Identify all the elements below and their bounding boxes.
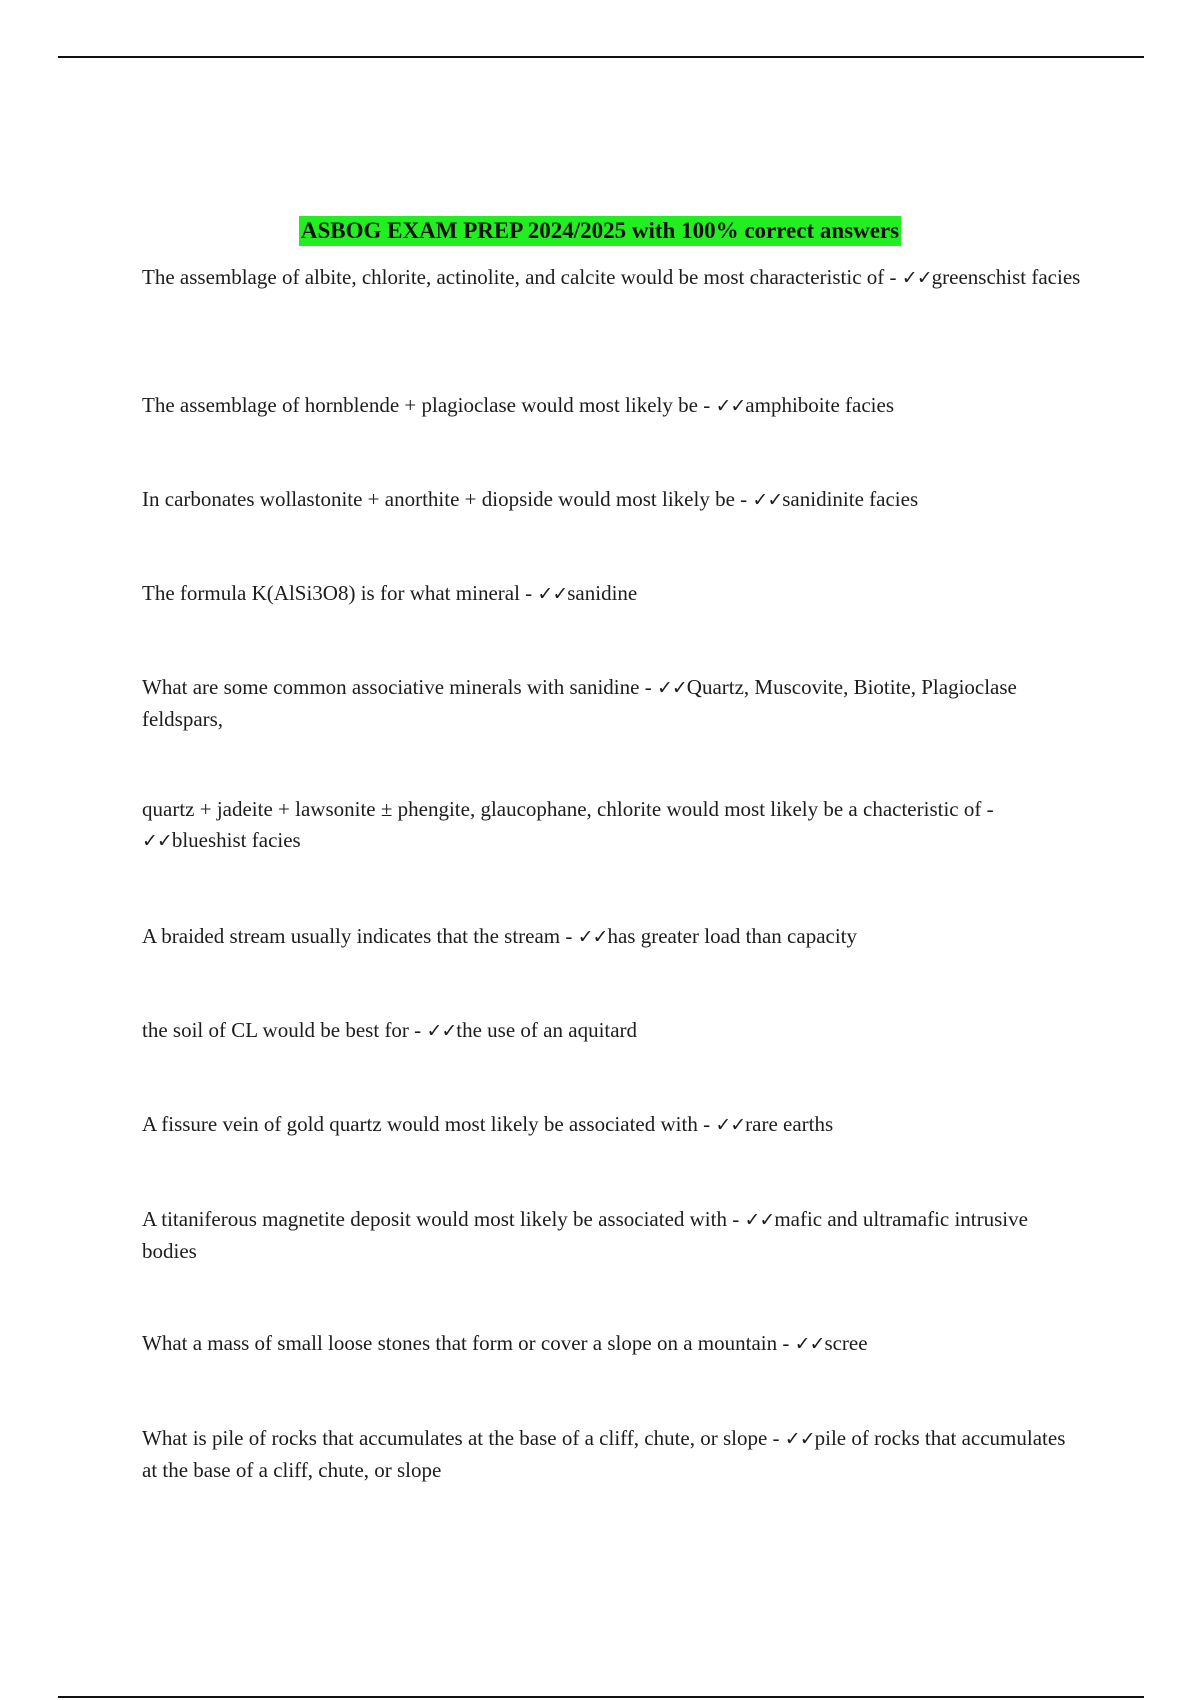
qa-item (142, 484, 1082, 516)
double-check-icon: ✓✓ (715, 395, 746, 417)
double-check-icon: ✓✓ (744, 1209, 775, 1231)
question-text: What are some common associative minerals with sanidine - (142, 675, 657, 699)
title-container (0, 216, 1200, 246)
qa-item (142, 672, 1082, 735)
answer-text: pile of rocks that accumulates at the base of a cliff, chute, or slope (142, 1426, 1066, 1482)
question-text: the soil of CL would be best for - (142, 1018, 427, 1042)
double-check-icon: ✓✓ (715, 1114, 746, 1136)
question-text: What is pile of rocks that accumulates at the base of a cliff, chute, or slope - (142, 1426, 785, 1450)
double-check-icon: ✓✓ (577, 926, 608, 948)
answer-text: blueshist facies (171, 828, 301, 852)
double-check-icon: ✓✓ (784, 1428, 815, 1450)
answer-text: amphiboite facies (745, 393, 894, 417)
answer-text: sanidinite facies (782, 487, 919, 511)
double-check-icon: ✓✓ (142, 830, 172, 852)
answer-text: sanidine (567, 581, 638, 605)
qa-item (142, 390, 1082, 422)
question-text: A titaniferous magnetite deposit would most likely be associated with - (142, 1207, 745, 1231)
answer-text: mafic and ultramafic intrusive bodies (142, 1207, 1028, 1263)
qa-item (142, 1109, 1082, 1141)
answer-text: the use of an aquitard (456, 1018, 638, 1042)
qa-item (142, 1015, 1082, 1047)
document-title: ASBOG EXAM PREP 2024/2025 with 100% correct answers (299, 216, 901, 246)
question-text: The formula K(AlSi3O8) is for what mineral - (142, 581, 538, 605)
answer-text: rare earths (745, 1112, 834, 1136)
question-text: In carbonates wollastonite + anorthite + diopside would most likely be - (142, 487, 753, 511)
qa-item (142, 262, 1082, 294)
double-check-icon: ✓✓ (426, 1020, 457, 1042)
bottom-rule (58, 1696, 1144, 1698)
qa-item (142, 578, 1082, 610)
qa-item (142, 794, 1082, 857)
double-check-icon: ✓✓ (656, 677, 687, 699)
double-check-icon: ✓✓ (794, 1333, 825, 1355)
question-text: The assemblage of hornblende + plagioclase would most likely be - (142, 393, 716, 417)
answer-text: has greater load than capacity (607, 924, 858, 948)
question-text: quartz + jadeite + lawsonite ± phengite, glaucophane, chlorite would most likely be a chacteristic of - (142, 797, 994, 821)
top-rule (58, 56, 1144, 58)
qa-item (142, 1204, 1082, 1267)
question-text: A fissure vein of gold quartz would most likely be associated with - (142, 1112, 716, 1136)
question-text: The assemblage of albite, chlorite, actinolite, and calcite would be most characteristic of - (142, 265, 902, 289)
double-check-icon: ✓✓ (901, 267, 932, 289)
qa-item (142, 1423, 1082, 1486)
double-check-icon: ✓✓ (752, 489, 783, 511)
qa-item (142, 921, 1082, 953)
qa-item (142, 1328, 1082, 1360)
answer-text: greenschist facies (931, 265, 1081, 289)
answer-text: Quartz, Muscovite, Biotite, Plagioclase feldspars, (142, 675, 1017, 731)
double-check-icon: ✓✓ (537, 583, 568, 605)
question-text: What a mass of small loose stones that form or cover a slope on a mountain - (142, 1331, 795, 1355)
answer-text: scree (824, 1331, 868, 1355)
question-text: A braided stream usually indicates that the stream - (142, 924, 578, 948)
